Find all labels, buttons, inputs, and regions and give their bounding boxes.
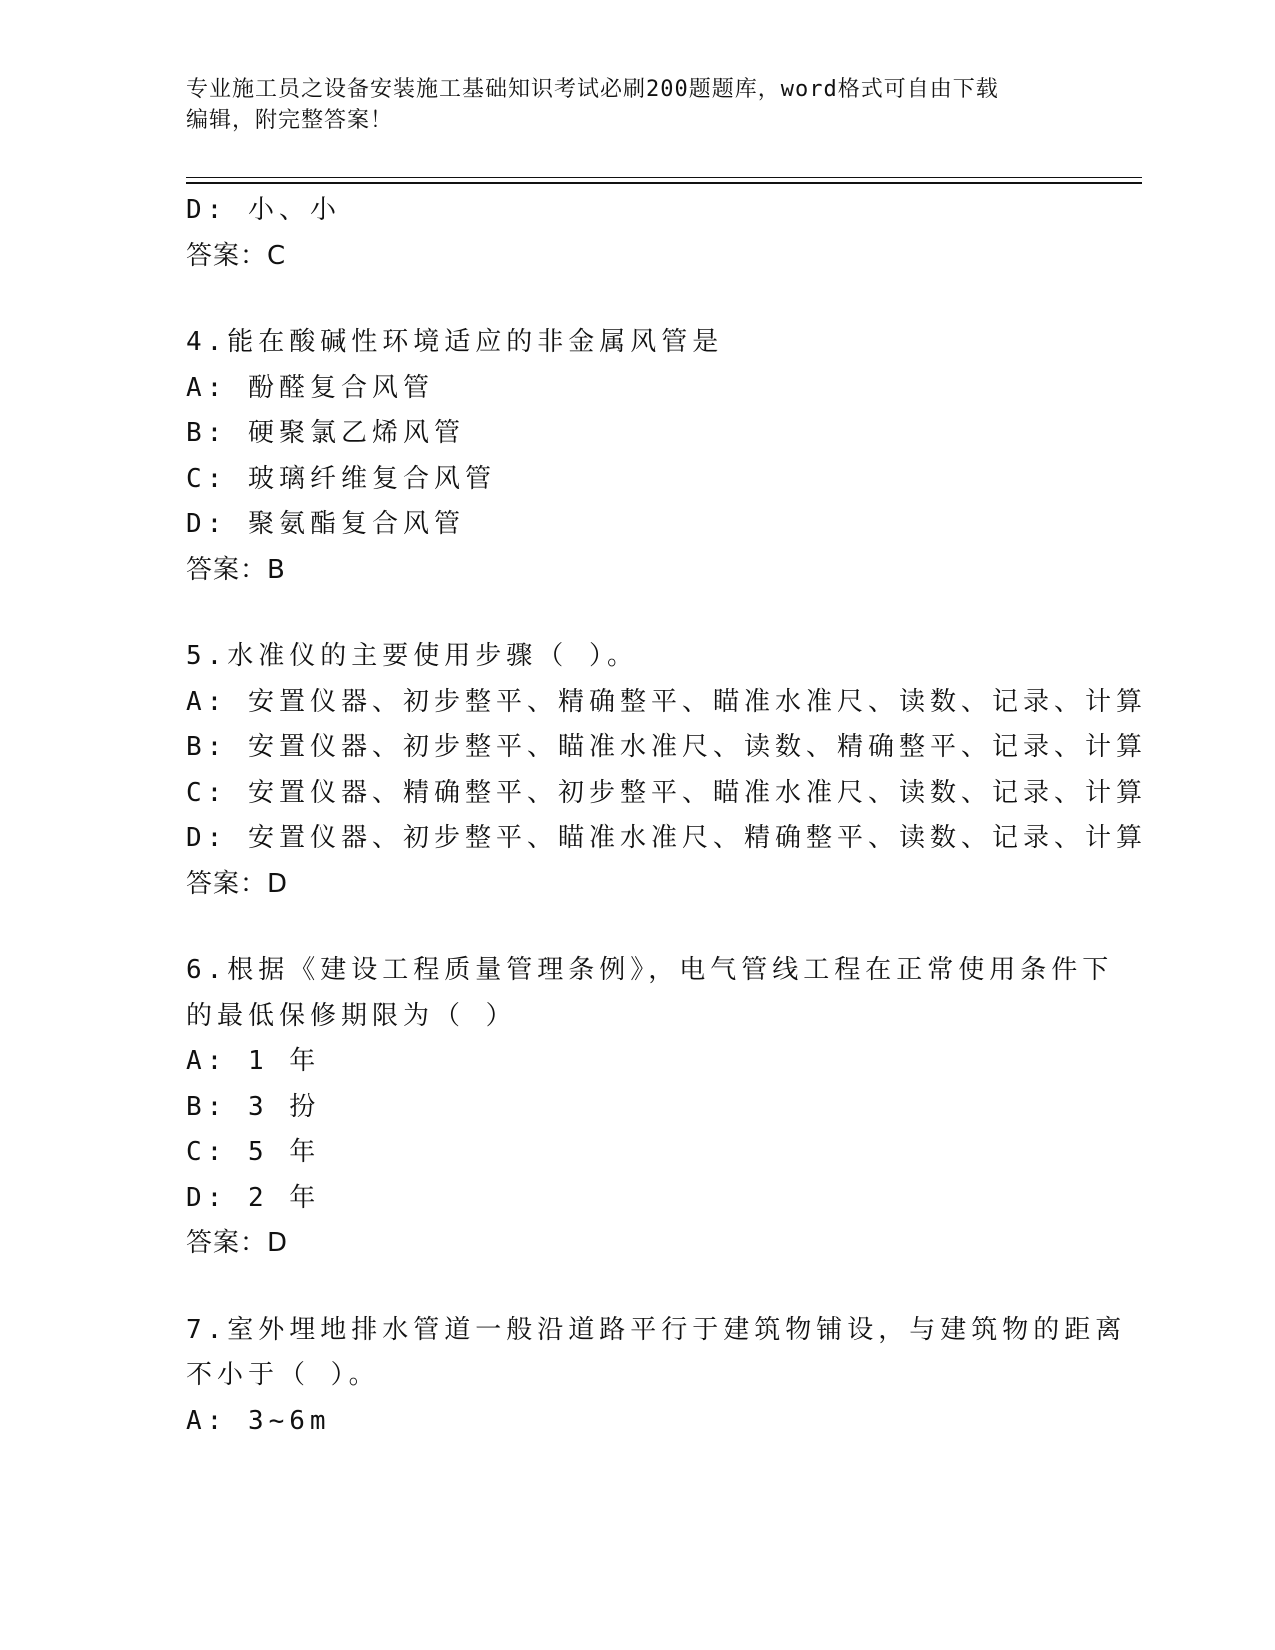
question-stem: 5.水准仪的主要使用步骤（ ）。 (186, 641, 638, 671)
answer-label: 答案：B (186, 554, 286, 585)
question-stem: 4.能在酸碱性环境适应的非金属风管是 (186, 327, 724, 357)
header-line-1: 专业施工员之设备安装施工基础知识考试必刷200题题库，word格式可自由下载 (186, 77, 999, 102)
question-stem-line-1: 7.室外埋地排水管道一般沿道路平行于建筑物铺设，与建筑物的距离 (186, 1314, 1127, 1345)
option-d: D: 聚氨酯复合风管 (186, 509, 465, 539)
question-list (186, 188, 1146, 1444)
document-header (186, 74, 1086, 136)
option-a: A: 酚醛复合风管 (186, 372, 434, 403)
question-stem-line-2: 的最低保修期限为（ ） (186, 1000, 517, 1031)
header-divider-thick (186, 182, 1142, 184)
option-b: B: 3 扮 (186, 1091, 321, 1122)
question-4 (186, 320, 1146, 593)
option-b: B: 安置仪器、初步整平、瞄准水准尺、读数、精确整平、记录、计算 (186, 732, 1147, 762)
option-a: A: 安置仪器、初步整平、精确整平、瞄准水准尺、读数、记录、计算 (186, 686, 1147, 717)
option-c: C: 玻璃纤维复合风管 (186, 463, 496, 494)
question-7 (186, 1308, 1146, 1445)
option-a: A: 3~6m (186, 1405, 331, 1436)
question-5 (186, 634, 1146, 907)
question-stem-line-2: 不小于（ ）。 (186, 1360, 380, 1390)
option-c: C: 5 年 (186, 1137, 321, 1167)
header-line-2: 编辑，附完整答案！ (186, 108, 394, 133)
answer-label: 答案：C (186, 240, 287, 271)
header-divider-thin (186, 177, 1142, 178)
option-a: A: 1 年 (186, 1046, 321, 1076)
option-c: C: 安置仪器、精确整平、初步整平、瞄准水准尺、读数、记录、计算 (186, 777, 1147, 808)
option-d: D: 安置仪器、初步整平、瞄准水准尺、精确整平、读数、记录、计算 (186, 823, 1147, 853)
answer-label: 答案：D (186, 868, 289, 899)
option-d: D: 小、小 (186, 195, 341, 225)
option-b: B: 硬聚氯乙烯风管 (186, 418, 465, 448)
question-6 (186, 948, 1146, 1267)
answer-label: 答案：D (186, 1228, 289, 1258)
question-3-tail (186, 188, 1146, 279)
option-d: D: 2 年 (186, 1182, 321, 1213)
question-stem-line-1: 6.根据《建设工程质量管理条例》，电气管线工程在正常使用条件下 (186, 955, 1114, 985)
